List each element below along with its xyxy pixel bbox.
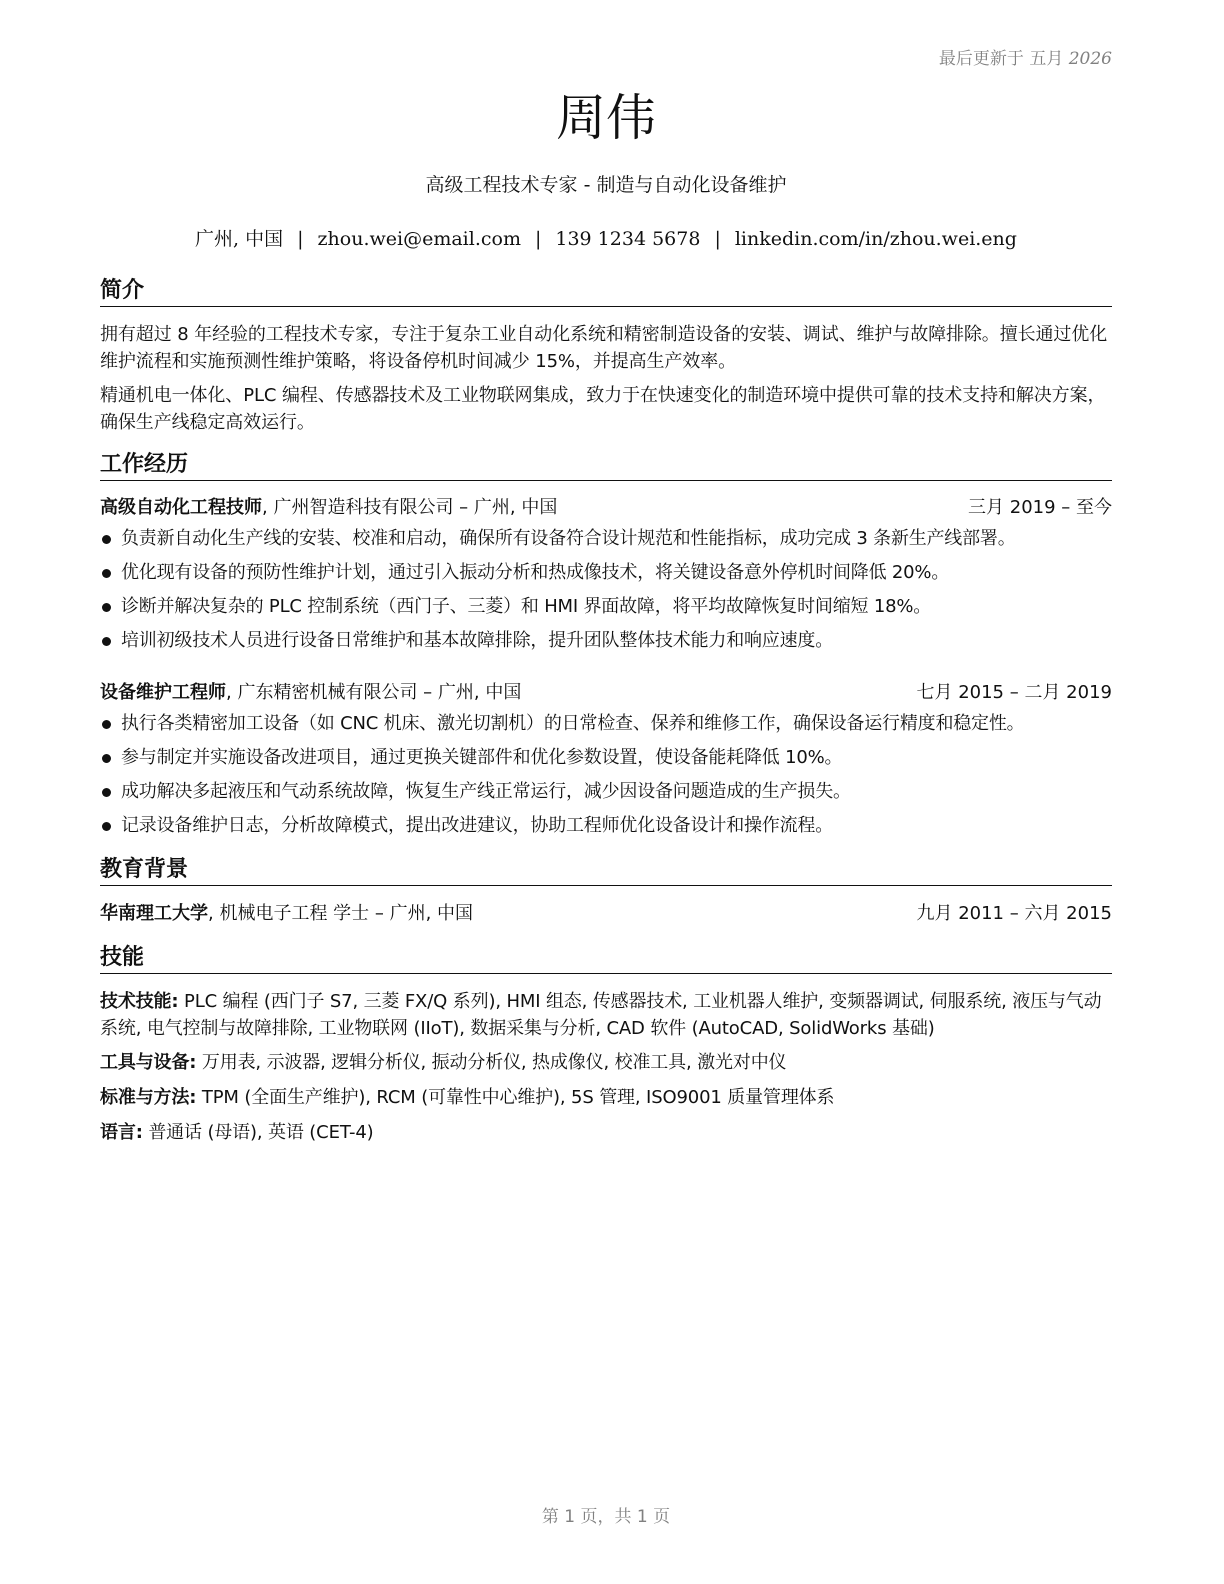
contact-linkedin[interactable]: linkedin.com/in/zhou.wei.eng <box>734 228 1017 250</box>
section-title-education: 教育背景 <box>100 856 1112 886</box>
education-degree: , 机械电子工程 学士 – 广州, 中国 <box>208 903 474 924</box>
skill-row <box>100 1049 1112 1076</box>
last-updated <box>939 44 1112 69</box>
contact-email[interactable]: zhou.wei@email.com <box>317 228 521 250</box>
job-bullets <box>100 711 1112 847</box>
bullet-icon <box>102 788 111 797</box>
job-bullet-text: 参与制定并实施设备改进项目，通过更换关键部件和优化参数设置，使设备能耗降低 10%。 <box>121 747 843 768</box>
job-bullet <box>100 628 1112 662</box>
last-updated-year: 2026 <box>1068 49 1112 69</box>
job-role: 高级自动化工程技师 <box>100 497 262 518</box>
bullet-icon <box>102 569 111 578</box>
section-title-summary: 简介 <box>100 277 1112 307</box>
skill-row <box>100 988 1112 1042</box>
skill-value: TPM (全面生产维护), RCM (可靠性中心维护), 5S 管理, ISO9001 质量管理体系 <box>196 1087 835 1108</box>
job-header <box>100 495 1112 521</box>
job-bullet <box>100 779 1112 813</box>
job-bullets <box>100 526 1112 662</box>
contact-separator: | <box>534 228 542 250</box>
contact-phone[interactable]: 139 1234 5678 <box>555 228 701 250</box>
education-school: 华南理工大学 <box>100 903 208 924</box>
summary-paragraph: 拥有超过 8 年经验的工程技术专家，专注于复杂工业自动化系统和精密制造设备的安装、调试、维护与故障排除。擅长通过优化维护流程和实施预测性维护策略，将设备停机时间减少 15%，并提高生产效率。 <box>100 324 1108 372</box>
skill-row <box>100 1119 1112 1146</box>
contact-line <box>100 224 1112 251</box>
job-role: 设备维护工程师 <box>100 682 226 703</box>
job-bullet <box>100 526 1112 560</box>
contact-separator: | <box>714 228 721 250</box>
bullet-icon <box>102 720 111 729</box>
bullet-icon <box>102 637 111 646</box>
job-header <box>100 680 1112 706</box>
job-org: , 广东精密机械有限公司 – 广州, 中国 <box>226 682 522 703</box>
job-bullet <box>100 813 1112 847</box>
skill-row <box>100 1084 1112 1111</box>
bullet-icon <box>102 822 111 831</box>
job-org: , 广州智造科技有限公司 – 广州, 中国 <box>262 497 558 518</box>
skill-label: 标准与方法: <box>100 1087 197 1108</box>
education-entry <box>100 901 1112 927</box>
candidate-name: 周伟 <box>556 89 656 147</box>
job-bullet-text: 执行各类精密加工设备（如 CNC 机床、激光切割机）的日常检查、保养和维修工作，确保设备运行精度和稳定性。 <box>121 713 1025 734</box>
summary-paragraph: 精通机电一体化、PLC 编程、传感器技术及工业物联网集成，致力于在快速变化的制造环境中提供可靠的技术支持和解决方案，确保生产线稳定高效运行。 <box>100 385 1106 433</box>
bullet-icon <box>102 535 111 544</box>
job-bullet-text: 培训初级技术人员进行设备日常维护和基本故障排除，提升团队整体技术能力和响应速度。 <box>121 630 833 651</box>
candidate-tagline: 高级工程技术专家 - 制造与自动化设备维护 <box>425 174 787 196</box>
section-title-skills: 技能 <box>100 944 1112 974</box>
skill-value: 万用表, 示波器, 逻辑分析仪, 振动分析仪, 热成像仪, 校准工具, 激光对中仪 <box>196 1052 787 1073</box>
skill-label: 工具与设备: <box>100 1052 197 1073</box>
resume-page <box>100 0 1112 1584</box>
contact-location: 广州, 中国 <box>195 228 284 250</box>
contact-separator: | <box>297 228 304 250</box>
education-dates: 九月 2011 – 六月 2015 <box>916 903 1112 924</box>
job-bullet-text: 诊断并解决复杂的 PLC 控制系统（西门子、三菱）和 HMI 界面故障，将平均故障恢复时间缩短 18%。 <box>121 596 932 617</box>
job-bullet-text: 负责新自动化生产线的安装、校准和启动，确保所有设备符合设计规范和性能指标，成功完成 3 条新生产线部署。 <box>121 528 1016 549</box>
last-updated-label: 最后更新于 五月 <box>938 49 1064 69</box>
job-bullet <box>100 711 1112 745</box>
job-dates: 三月 2019 – 至今 <box>968 497 1112 518</box>
job-bullet <box>100 560 1112 594</box>
job-bullet-text: 优化现有设备的预防性维护计划，通过引入振动分析和热成像技术，将关键设备意外停机时间降低 20%。 <box>121 562 950 583</box>
section-title-experience: 工作经历 <box>100 451 1112 481</box>
job-bullet-text: 成功解决多起液压和气动系统故障，恢复生产线正常运行，减少因设备问题造成的生产损失。 <box>121 781 851 802</box>
skill-value: 普通话 (母语), 英语 (CET-4) <box>142 1122 374 1143</box>
job-bullet <box>100 745 1112 779</box>
skill-label: 技术技能: <box>100 991 179 1012</box>
job-dates: 七月 2015 – 二月 2019 <box>916 682 1112 703</box>
job-bullet-text: 记录设备维护日志，分析故障模式，提出改进建议，协助工程师优化设备设计和操作流程。 <box>121 815 833 836</box>
bullet-icon <box>102 603 111 612</box>
skill-label: 语言: <box>100 1122 143 1143</box>
skill-value: PLC 编程 (西门子 S7, 三菱 FX/Q 系列), HMI 组态, 传感器技术, 工业机器人维护, 变频器调试, 伺服系统, 液压与气动系统, 电气控制与故障排除, 工业物联网 (IIoT), 数据采集与分析, CAD 软件 (AutoCAD, SolidWorks 基础) <box>100 991 1102 1039</box>
job-bullet <box>100 594 1112 628</box>
page-footer: 第 1 页，共 1 页 <box>541 1507 671 1527</box>
bullet-icon <box>102 754 111 763</box>
